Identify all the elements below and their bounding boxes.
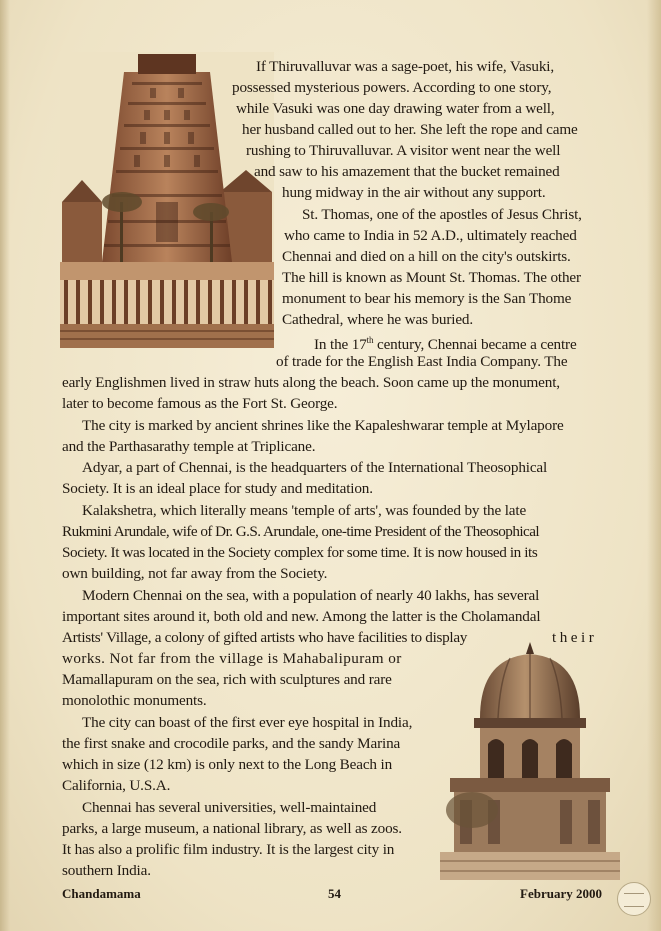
paragraph-1-line-3: while Vasuki was one day drawing water from a well, <box>236 100 555 117</box>
paragraph-2-line-1: St. Thomas, one of the apostles of Jesus Christ, <box>302 206 582 223</box>
paragraph-2-line-3: Chennai and died on a hill on the city's outskirts. <box>282 248 571 265</box>
paragraph-6-line-4: own building, not far away from the Society. <box>62 565 328 582</box>
paragraph-1-line-5: rushing to Thiruvalluvar. A visitor went near the well <box>246 142 561 159</box>
paragraph-9-line-2: parks, a large museum, a national library, as well as zoos. <box>62 820 402 837</box>
paragraph-8-line-2: the first snake and crocodile parks, and the sandy Marina <box>62 735 401 752</box>
paragraph-3-line-3: early Englishmen lived in straw huts along the beach. Soon came up the monument, <box>62 374 560 391</box>
paragraph-2-line-4: The hill is known as Mount St. Thomas. The other <box>282 269 581 286</box>
paragraph-2-line-6: Cathedral, where he was buried. <box>282 311 474 328</box>
paragraph-7-line-4: works. Not far from the village is Mahabalipuram or <box>62 650 402 667</box>
paragraph-3-line-4: later to become famous as the Fort St. George. <box>62 395 338 412</box>
paragraph-8-line-3: which in size (12 km) is only next to the Long Beach in <box>62 756 393 773</box>
paragraph-6-line-1: Kalakshetra, which literally means 'temple of arts', was founded by the late <box>82 502 527 519</box>
paragraph-8-line-1: The city can boast of the first ever eye hospital in India, <box>82 714 413 731</box>
paragraph-1-line-6: and saw to his amazement that the bucket remained <box>254 163 560 180</box>
paragraph-1-line-4: her husband called out to her. She left the rope and came <box>242 121 578 138</box>
paragraph-2-line-2: who came to India in 52 A.D., ultimately reached <box>284 227 577 244</box>
paragraph-1-line-1: If Thiruvalluvar was a sage-poet, his wife, Vasuki, <box>256 58 554 75</box>
paragraph-3-line-1-text: In the 17th century, Chennai became a centre <box>314 335 577 354</box>
paragraph-3-line-2: of trade for the English East India Company. The <box>276 353 568 370</box>
paragraph-7-line-2: important sites around it, both old and new. Among the latter is the Cholamandal <box>62 608 541 625</box>
footer-page-number: 54 <box>328 886 341 901</box>
paragraph-2-line-5: monument to bear his memory is the San Thome <box>282 290 572 307</box>
paragraph-7-line-5: Mamallapuram on the sea, rich with sculptures and rare <box>62 671 392 688</box>
paragraph-9-line-1: Chennai has several universities, well-maintained <box>82 799 377 816</box>
paragraph-1-line-2: possessed mysterious powers. According to one story, <box>232 79 552 96</box>
paragraph-9-line-4: southern India. <box>62 862 151 879</box>
paragraph-1-line-7: hung midway in the air without any support. <box>282 184 546 201</box>
page-edge-left <box>0 0 10 931</box>
their-spaced-word: t h e i r <box>552 629 594 646</box>
paragraph-7-line-6: monolothic monuments. <box>62 692 207 709</box>
paragraph-6-line-3: Society. It was located in the Society complex for some time. It is now housed in its <box>62 544 538 561</box>
library-stamp-icon <box>617 882 651 916</box>
paragraph-6-line-2: Rukmini Arundale, wife of Dr. G.S. Arundale, one-time President of the Theosophical <box>62 523 540 540</box>
paragraph-7-line-1: Modern Chennai on the sea, with a population of nearly 40 lakhs, has several <box>82 587 540 604</box>
paragraph-7-line-3: Artists' Village, a colony of gifted artists who have facilities to display <box>62 629 468 646</box>
paragraph-8-line-4: California, U.S.A. <box>62 777 171 794</box>
paragraph-5-line-2: Society. It is an ideal place for study and meditation. <box>62 480 373 497</box>
page-edge-right <box>647 0 661 931</box>
paragraph-4-line-1: The city is marked by ancient shrines like the Kapaleshwarar temple at Mylapore <box>82 417 564 434</box>
paragraph-4-line-2: and the Parthasarathy temple at Triplicane. <box>62 438 316 455</box>
footer-issue-date: February 2000 <box>520 886 602 901</box>
footer-magazine-name: Chandamama <box>62 886 141 901</box>
domed-monument-illustration <box>440 640 620 880</box>
paragraph-9-line-3: It has also a prolific film industry. It is the largest city in <box>62 841 395 858</box>
paragraph-5-line-1: Adyar, a part of Chennai, is the headquarters of the International Theosophical <box>82 459 548 476</box>
